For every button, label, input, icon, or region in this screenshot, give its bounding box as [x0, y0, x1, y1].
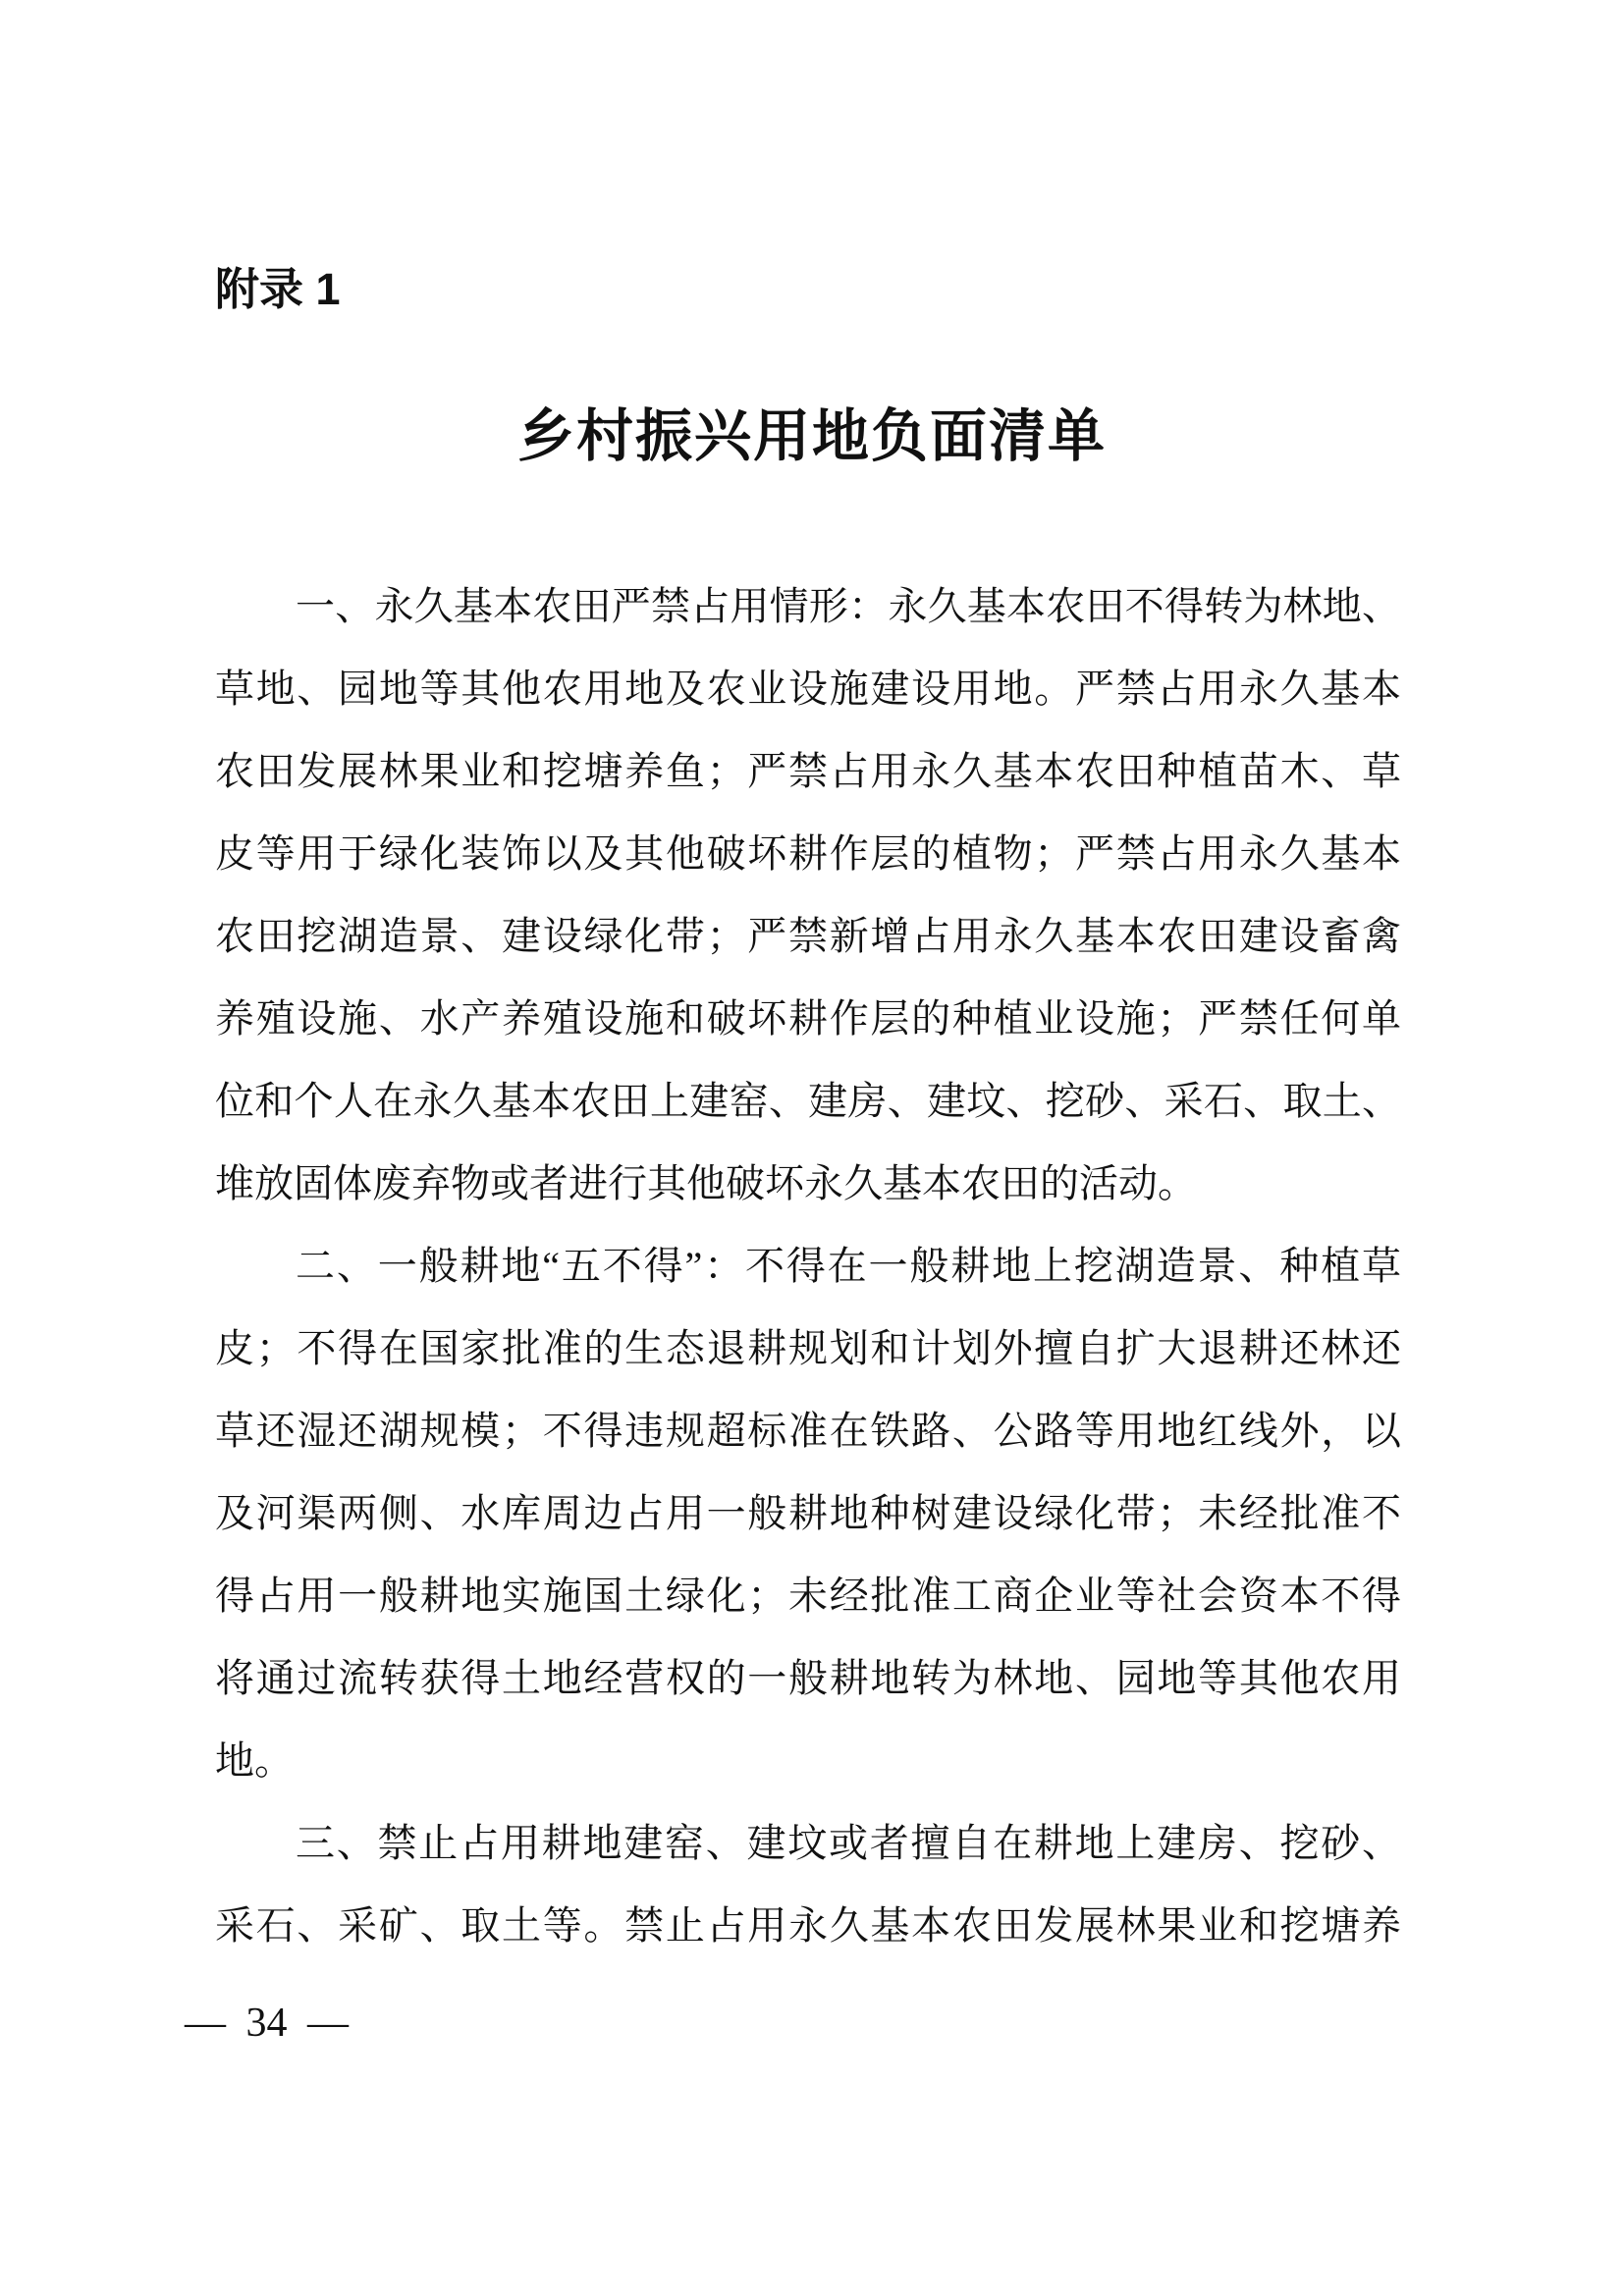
body-line: 养殖设施、水产养殖设施和破坏耕作层的种植业设施；严禁任何单: [215, 996, 1401, 1041]
paragraph-3: [215, 1802, 1401, 1967]
body-line: 三、禁止占用耕地建窑、建坟或者擅自在耕地上建房、挖砂、: [296, 1821, 1401, 1865]
body-line: 及河渠两侧、水库周边占用一般耕地种树建设绿化带；未经批准不: [215, 1491, 1401, 1535]
body-line: 皮；不得在国家批准的生态退耕规划和计划外擅自扩大退耕还林还: [215, 1326, 1401, 1370]
body-line: 地。: [215, 1738, 294, 1783]
body-line: 草地、园地等其他农用地及农业设施建设用地。严禁占用永久基本: [215, 667, 1401, 711]
body-line: 堆放固体废弃物或者进行其他破坏永久基本农田的活动。: [215, 1161, 1197, 1205]
body-line: 一、永久基本农田严禁占用情形：永久基本农田不得转为林地、: [296, 584, 1401, 628]
paragraph-1: [215, 565, 1401, 1225]
body-line: 采石、采矿、取土等。禁止占用永久基本农田发展林果业和挖塘养: [215, 1903, 1401, 1948]
body-line: 二、一般耕地“五不得”：不得在一般耕地上挖湖造景、种植草: [296, 1244, 1401, 1288]
body-line: 位和个人在永久基本农田上建窑、建房、建坟、挖砂、采石、取土、: [215, 1079, 1401, 1123]
page-number: — 34 —: [185, 2001, 349, 2046]
body-line: 草还湿还湖规模；不得违规超标准在铁路、公路等用地红线外，以: [215, 1409, 1401, 1453]
body-line: 农田发展林果业和挖塘养鱼；严禁占用永久基本农田种植苗木、草: [215, 749, 1401, 793]
appendix-label: 附录 1: [215, 264, 341, 314]
body-line: 将通过流转获得土地经营权的一般耕地转为林地、园地等其他农用: [215, 1656, 1401, 1700]
body-line: 农田挖湖造景、建设绿化带；严禁新增占用永久基本农田建设畜禽: [215, 914, 1401, 958]
page-footer: [185, 2001, 349, 2046]
paragraph-2: [215, 1225, 1401, 1802]
document-title: 乡村振兴用地负面清单: [516, 404, 1107, 468]
body-line: 得占用一般耕地实施国土绿化；未经批准工商企业等社会资本不得: [215, 1574, 1401, 1618]
body-text: [215, 565, 1401, 1967]
body-line: 皮等用于绿化装饰以及其他破坏耕作层的植物；严禁占用永久基本: [215, 831, 1401, 876]
